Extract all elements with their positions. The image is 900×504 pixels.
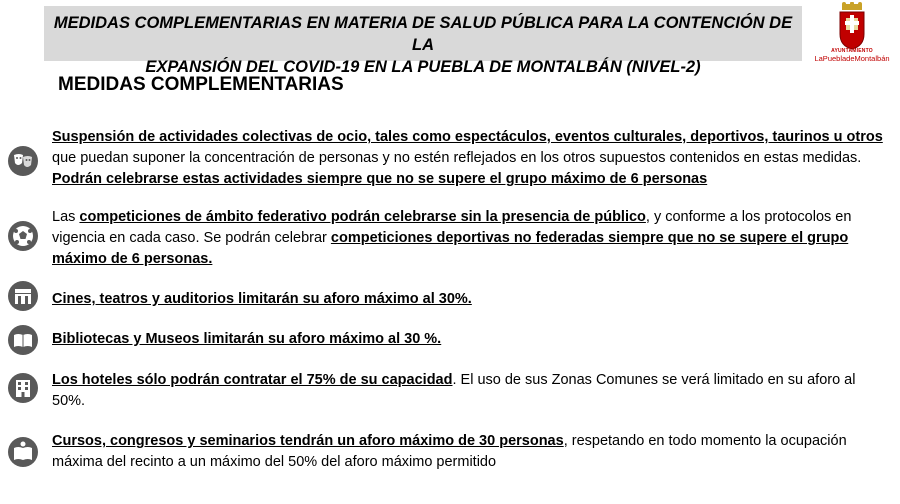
title-banner <box>44 6 802 76</box>
measure-4-highlight: Bibliotecas y Museos limitarán su aforo máximo al 30 %. <box>52 331 442 347</box>
measure-item-5 <box>52 370 892 412</box>
page-title-line2: EXPANSIÓN DEL COVID-19 EN LA PUEBLA DE MONTALBÁN (NIVEL-2) <box>145 58 701 76</box>
measure-2-highlight-2: competiciones deportivas no federadas siempre que no se supere el grupo máximo de 6 personas. <box>52 230 849 267</box>
hotel-icon <box>7 372 39 404</box>
measure-1-highlight: Suspensión de actividades colectivas de ocio, tales como espectáculos, eventos culturales, deportivos, taurinos u otros <box>52 129 883 145</box>
cinema-icon <box>7 280 39 312</box>
measure-1-highlight-2: Podrán celebrarse estas actividades siempre que no se supere el grupo máximo de 6 personas <box>52 171 708 187</box>
section-title: MEDIDAS COMPLEMENTARIAS <box>58 74 344 95</box>
conference-book-icon <box>7 436 39 468</box>
measure-1-text: que puedan suponer la concentración de personas y no estén reflejados en los otros supuestos contenidos en estas medidas. <box>52 150 862 166</box>
measure-item-6 <box>52 431 892 473</box>
book-icon <box>7 324 39 356</box>
measure-6-text: , respetando en todo momento la ocupación máxima del recinto a un máximo del 50% del aforo máximo permitido <box>52 433 847 470</box>
theater-masks-icon <box>7 145 39 177</box>
measure-item-3 <box>52 289 892 310</box>
page-title-line1: MEDIDAS COMPLEMENTARIAS EN MATERIA DE SALUD PÚBLICA PARA LA CONTENCIÓN DE LA <box>53 14 793 54</box>
measure-2-highlight: competiciones de ámbito federativo podrán celebrarse sin la presencia de público <box>79 209 646 225</box>
measure-item-1 <box>52 127 892 190</box>
measure-6-highlight: Cursos, congresos y seminarios tendrán un aforo máximo de 30 personas <box>52 433 564 449</box>
logo-caption-top: AYUNTAMIENTO <box>831 48 873 54</box>
measure-item-2 <box>52 207 892 270</box>
measure-5-text: . El uso de sus Zonas Comunes se verá limitado en su aforo al 50%. <box>52 372 856 409</box>
page-title <box>44 12 802 78</box>
measure-5-highlight: Los hoteles sólo podrán contratar el 75% de su capacidad <box>52 372 453 388</box>
soccer-ball-icon <box>7 220 39 252</box>
measure-2-text: Las <box>52 209 80 225</box>
measure-item-4 <box>52 329 892 350</box>
measure-3-highlight: Cines, teatros y auditorios limitarán su aforo máximo al 30%. <box>52 291 472 307</box>
measure-2-text-2: , y conforme a los protocolos en vigencia en cada caso. Se podrán celebrar <box>52 209 852 246</box>
logo-caption-bottom: LaPuebladeMontalbán <box>814 54 890 63</box>
